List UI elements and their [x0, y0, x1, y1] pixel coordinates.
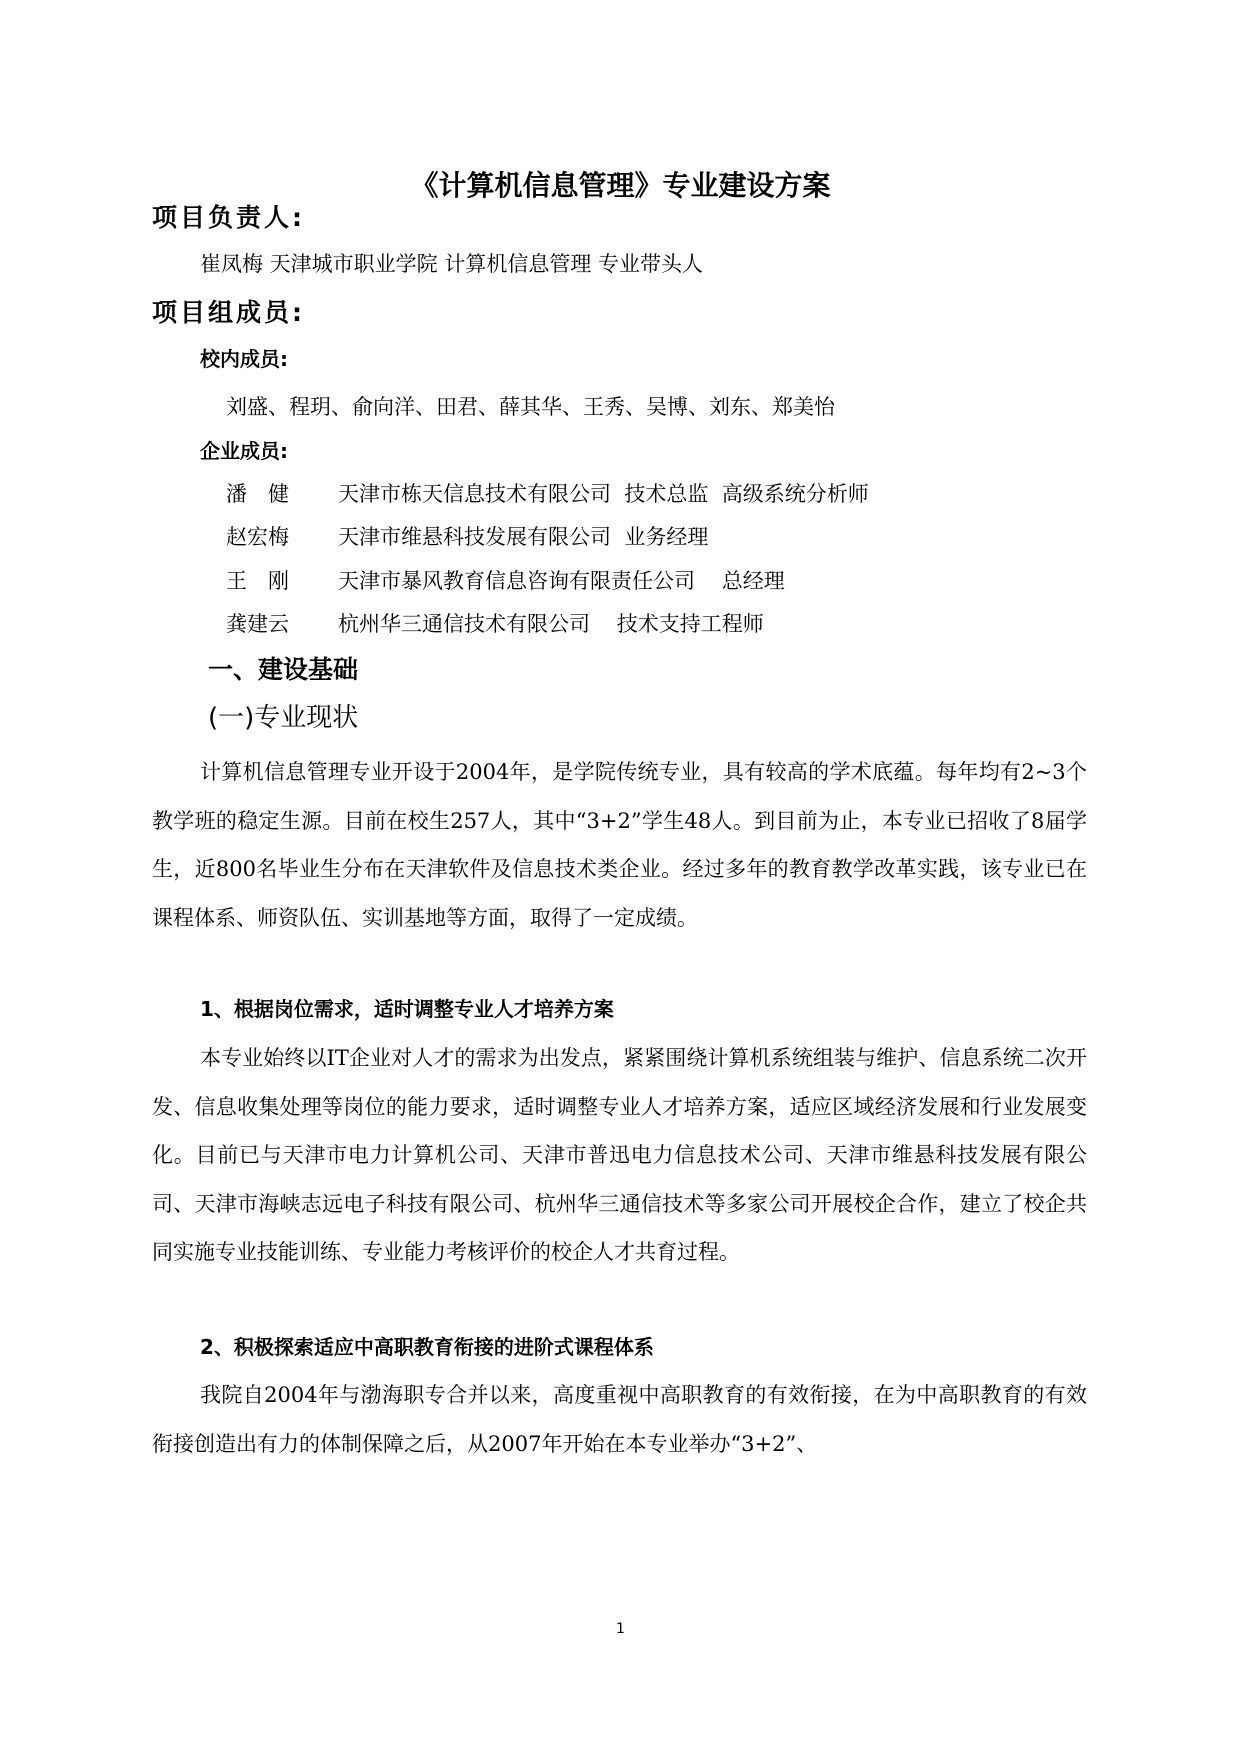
internal-members-heading: 校内成员:	[200, 347, 288, 371]
enterprise-members-heading: 企业成员:	[200, 439, 288, 463]
leader-line: 崔凤梅 天津城市职业学院 计算机信息管理 专业带头人	[200, 252, 704, 276]
enterprise-member-org: 天津市暴风教育信息咨询有限责任公司 总经理	[338, 569, 785, 593]
enterprise-member-name: 王 刚	[226, 569, 289, 593]
internal-members-list: 刘盛、程玥、俞向洋、田君、薛其华、王秀、吴博、刘东、郑美怡	[226, 395, 835, 419]
section-heading: 一、建设基础	[208, 655, 359, 684]
document-title: 《计算机信息管理》专业建设方案	[410, 169, 831, 202]
leader-heading: 项目负责人:	[152, 203, 305, 232]
subsection-heading: (一)专业现状	[208, 703, 359, 733]
enterprise-member-org: 天津市栋天信息技术有限公司 技术总监 高级系统分析师	[338, 482, 869, 506]
enterprise-member-name: 潘 健	[226, 482, 289, 506]
point-heading: 2、积极探索适应中高职教育衔接的进阶式课程体系	[200, 1335, 654, 1359]
paragraph: 本专业始终以IT企业对人才的需求为出发点，紧紧围绕计算机系统组装与维护、信息系统二次开发、信息收集处理等岗位的能力要求，适时调整专业人才培养方案，适应区域经济发展和行业发展变化。目前已与天津市电力计算机公司、天津市普迅电力信息技术公司、天津市维悬科技发展有限公司、天津市海峡志远电子科技有限公司、杭州华三通信技术等多家公司开展校企合作，建立了校企共同实施专业技能训练、专业能力考核评价的校企人才共育过程。	[152, 1046, 1087, 1264]
members-heading: 项目组成员:	[152, 298, 305, 327]
enterprise-member-name: 龚建云	[226, 612, 289, 636]
point-heading: 1、根据岗位需求，适时调整专业人才培养方案	[200, 997, 614, 1021]
paragraph: 我院自2004年与渤海职专合并以来，高度重视中高职教育的有效衔接，在为中高职教育的有效衔接创造出有力的体制保障之后，从2007年开始在本专业举办“3+2”、	[152, 1383, 1087, 1456]
enterprise-member-name: 赵宏梅	[226, 525, 289, 549]
enterprise-member-org: 杭州华三通信技术有限公司 技术支持工程师	[338, 612, 764, 636]
page-number: 1	[616, 1621, 625, 1637]
enterprise-member-org: 天津市维悬科技发展有限公司 业务经理	[338, 525, 709, 549]
paragraph: 计算机信息管理专业开设于2004年，是学院传统专业，具有较高的学术底蕴。每年均有2~3个教学班的稳定生源。目前在校生257人，其中“3+2”学生48人。到目前为止，本专业已招收了8届学生，近800名毕业生分布在天津软件及信息技术类企业。经过多年的教育教学改革实践，该专业已在课程体系、师资队伍、实训基地等方面，取得了一定成绩。	[152, 760, 1087, 930]
